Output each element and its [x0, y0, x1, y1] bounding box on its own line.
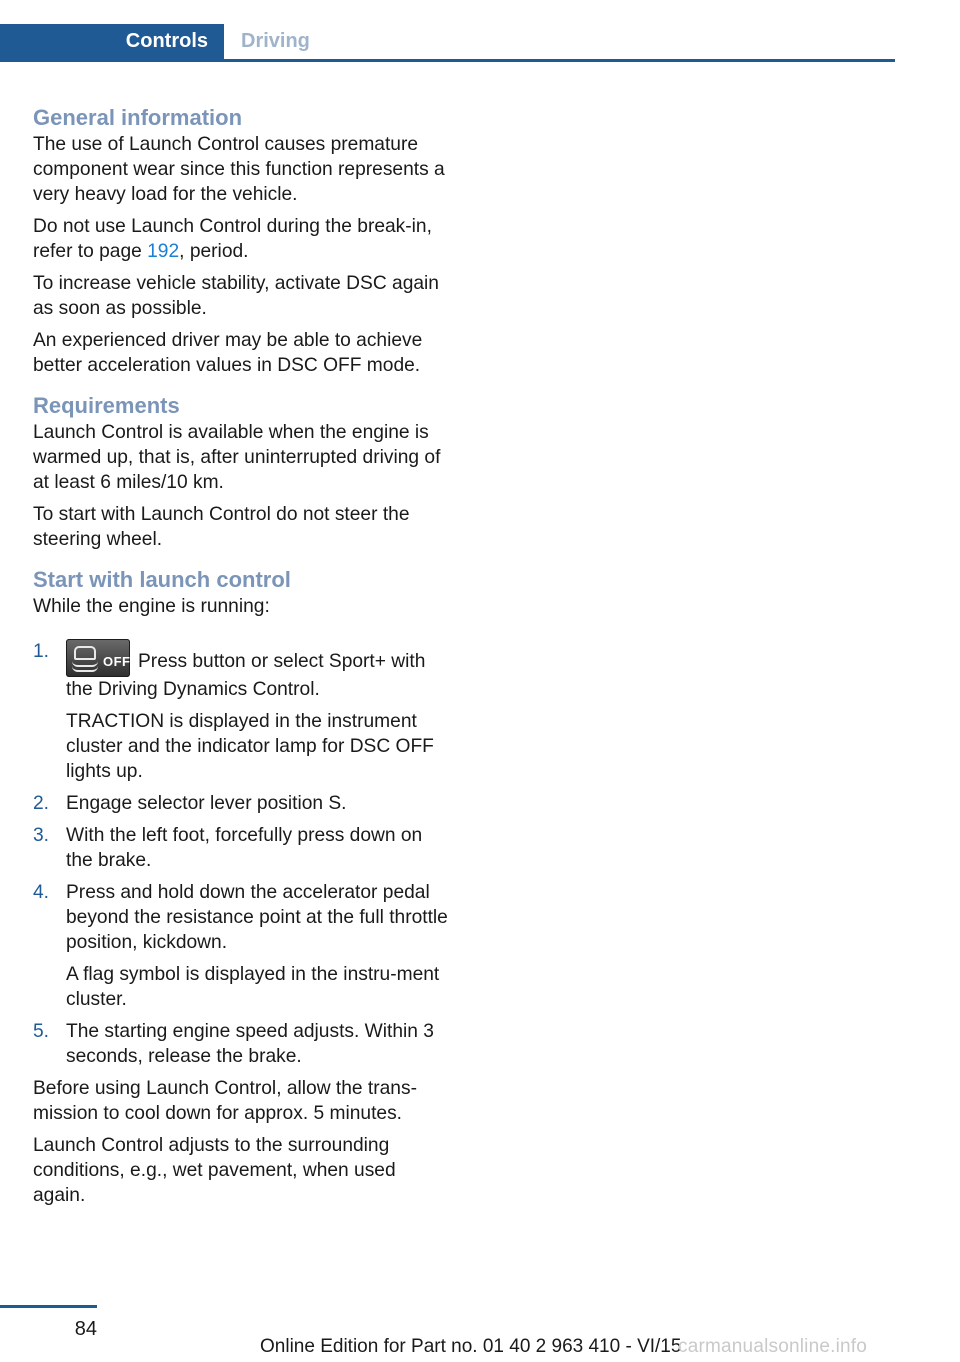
step-note: TRACTION is displayed in the instrument cluster and the indicator lamp for DSC OFF lights up. — [66, 711, 434, 782]
section-title-requirements: Requirements — [33, 393, 180, 418]
paragraph-intro: While the engine is running: — [33, 596, 270, 617]
page-link[interactable]: 192 — [147, 241, 180, 262]
paragraph: Launch Control adjusts to the surrounding conditions, e.g., wet pavement, when used again. — [33, 1135, 396, 1206]
paragraph: To increase vehicle stability, activate DSC again as soon as possible. — [33, 273, 439, 319]
page-number — [0, 1318, 97, 1341]
step-number: 4. — [33, 882, 50, 903]
paragraph: The use of Launch Control causes premature component wear since this function represents a very heavy load for the vehicle. — [33, 134, 445, 205]
tab-driving[interactable]: Driving — [241, 30, 310, 52]
tab-controls[interactable]: Controls — [0, 24, 224, 59]
paragraph: Launch Control is available when the engine is warmed up, that is, after uninterrupted driving of at least 6 miles/10 km. — [33, 422, 441, 493]
step-text: The starting engine speed adjusts. Within 3 seconds, release the brake. — [66, 1021, 434, 1067]
text: Do not use Launch Control during the break-in, refer to page — [33, 216, 432, 262]
step-text: Engage selector lever position S. — [66, 793, 347, 814]
main-column — [33, 100, 453, 1215]
steps-list — [33, 639, 453, 1069]
section-title-general-information: General information — [33, 105, 243, 130]
dsc-off-icon — [66, 639, 130, 677]
header-tab-bar — [0, 24, 895, 62]
step-number: 2. — [33, 793, 50, 814]
step-number: 1. — [33, 641, 50, 662]
icon-label: OFF — [103, 654, 131, 669]
text: Press button or select Sport+ with the Driving Dynamics Control. — [66, 651, 426, 700]
paragraph-breakin — [33, 214, 453, 264]
list-item — [33, 1019, 453, 1069]
step-number: 5. — [33, 1021, 50, 1042]
paragraph: An experienced driver may be able to achieve better acceleration values in DSC OFF mode. — [33, 330, 423, 376]
edition-text: Online Edition for Part no. 01 40 2 963 410 - VI/15 — [260, 1336, 682, 1357]
list-item — [33, 639, 453, 784]
watermark: carmanualsonline.info — [678, 1336, 868, 1357]
footer-rule — [0, 1305, 97, 1308]
list-item — [33, 791, 453, 816]
paragraph: To start with Launch Control do not steer the steering wheel. — [33, 504, 410, 550]
step-number: 3. — [33, 825, 50, 846]
page-number-text: 84 — [74, 1318, 97, 1340]
text: , period. — [179, 241, 249, 262]
step-text: Press and hold down the accelerator pedal beyond the resistance point at the full throttle position, kickdown. — [66, 882, 448, 953]
list-item — [33, 823, 453, 873]
paragraph: Before using Launch Control, allow the trans-mission to cool down for approx. 5 minutes. — [33, 1078, 417, 1124]
step-note: A flag symbol is displayed in the instru-ment cluster. — [66, 964, 440, 1010]
step-text — [66, 639, 453, 702]
step-text: With the left foot, forcefully press down on the brake. — [66, 825, 423, 871]
list-item — [33, 880, 453, 1012]
section-title-start-launch-control: Start with launch control — [33, 567, 291, 592]
